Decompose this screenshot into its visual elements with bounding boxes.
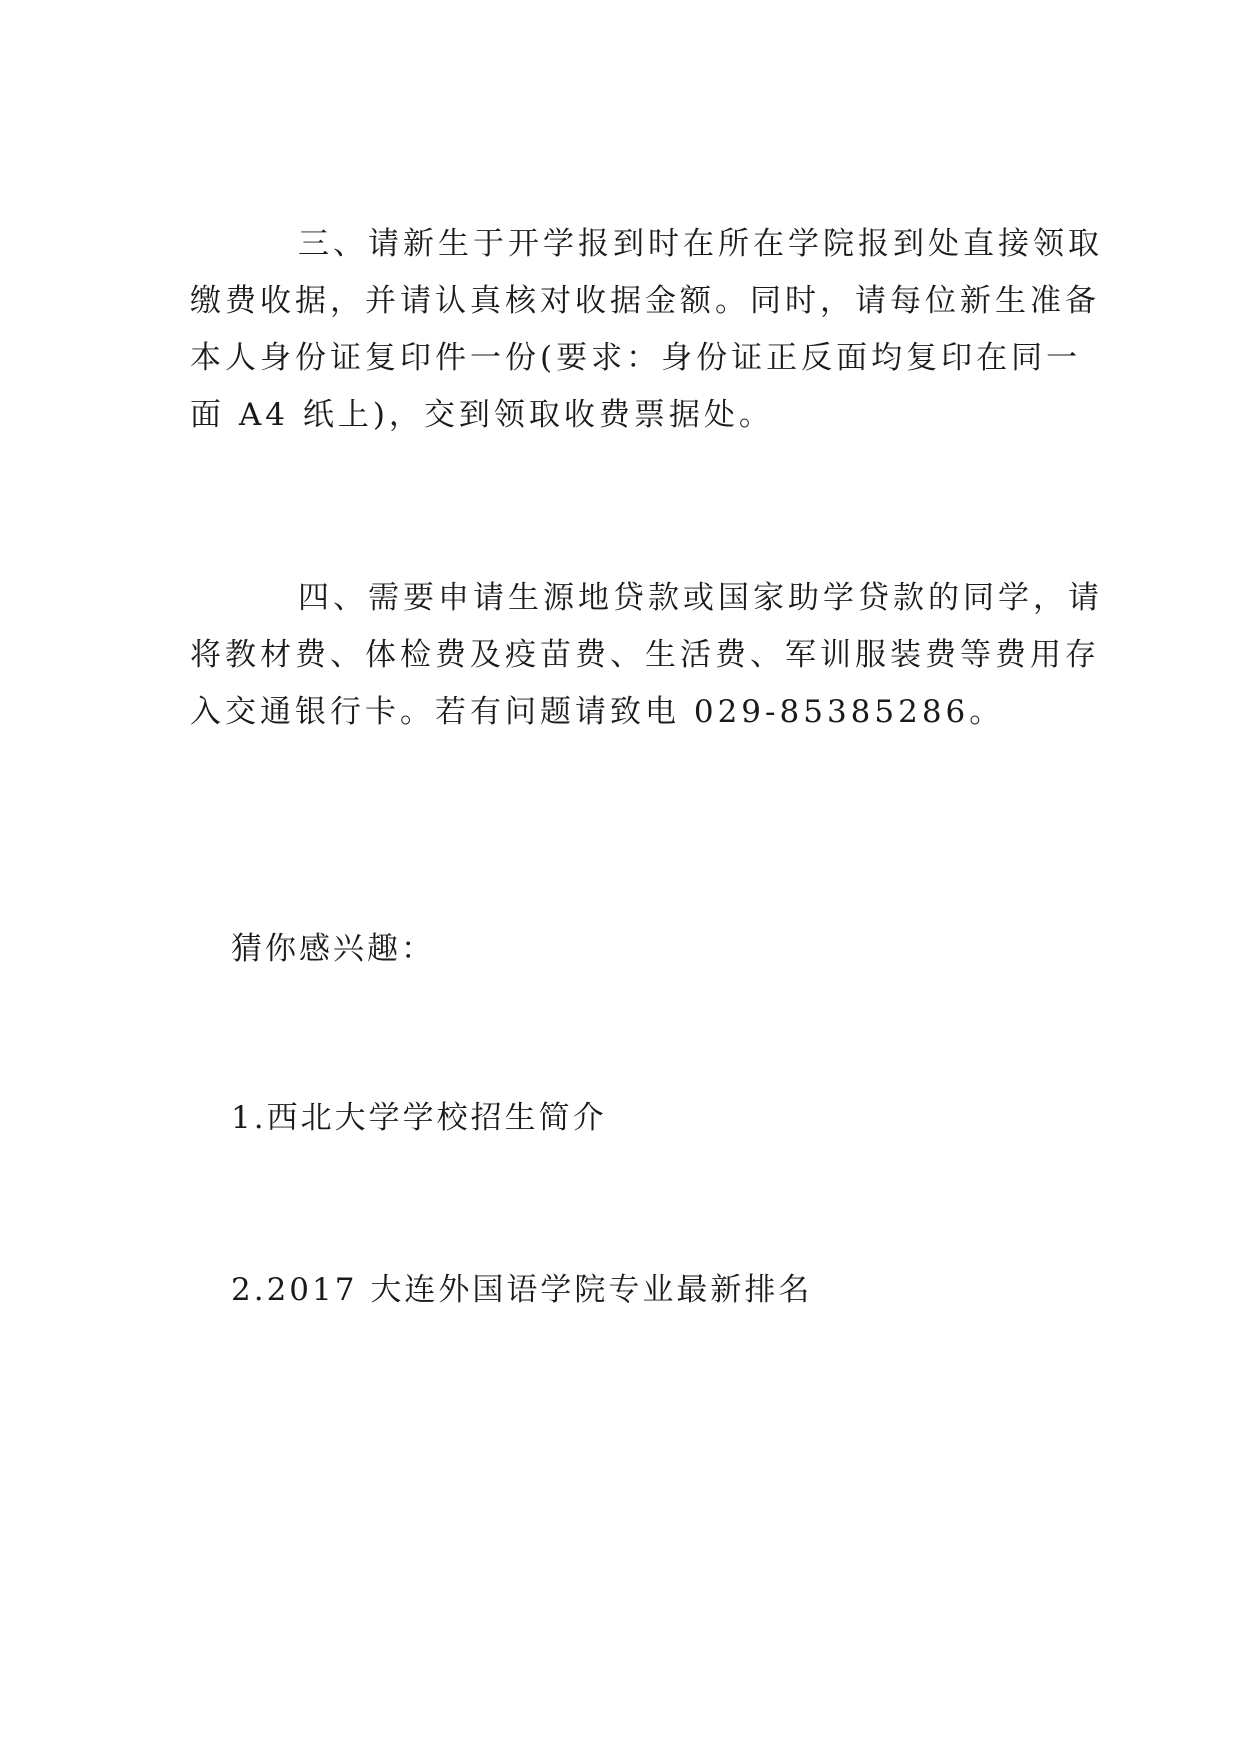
related-link-northwest-university[interactable]: 1.西北大学学校招生简介 bbox=[231, 1100, 607, 1136]
paragraph-student-loan bbox=[190, 570, 1103, 741]
paragraph-registration-receipt bbox=[190, 216, 1103, 444]
paragraph-line: 将教材费、体检费及疫苗费、生活费、军训服装费等费用存 bbox=[190, 637, 1100, 673]
paragraph-line: 四、需要申请生源地贷款或国家助学贷款的同学，请 bbox=[298, 580, 1103, 616]
paragraph-line: 面 A4 纸上)，交到领取收费票据处。 bbox=[190, 397, 774, 433]
paragraph-line: 三、请新生于开学报到时在所在学院报到处直接领取 bbox=[298, 226, 1103, 262]
related-heading: 猜你感兴趣： bbox=[231, 931, 435, 967]
related-link-dalian-ranking[interactable]: 2.2017 大连外国语学院专业最新排名 bbox=[231, 1272, 813, 1308]
paragraph-line: 缴费收据，并请认真核对收据金额。同时，请每位新生准备 bbox=[190, 283, 1100, 319]
paragraph-line: 本人身份证复印件一份(要求：身份证正反面均复印在同一 bbox=[190, 340, 1082, 376]
paragraph-line: 入交通银行卡。若有问题请致电 029-85385286。 bbox=[190, 694, 1005, 730]
